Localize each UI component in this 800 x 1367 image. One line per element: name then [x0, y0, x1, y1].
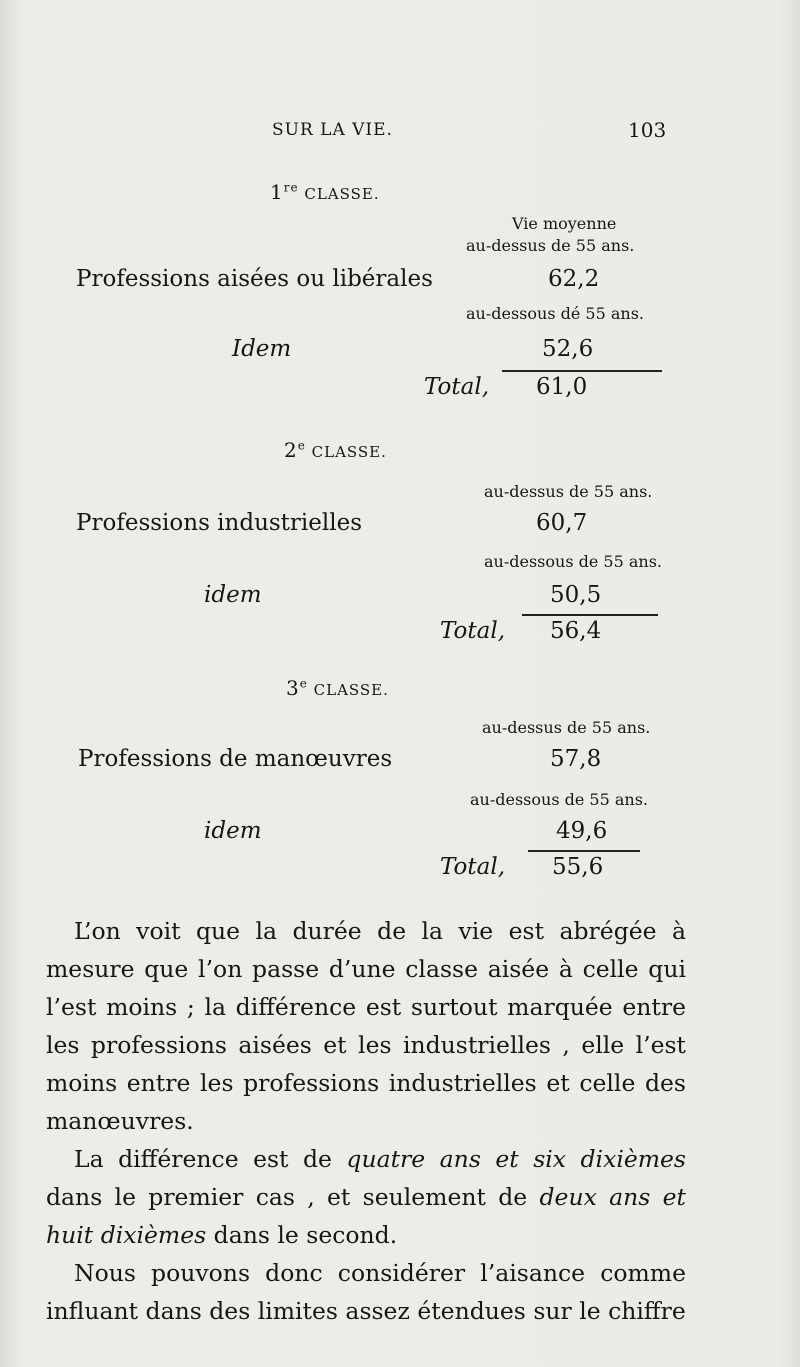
- class-2-heading: [284, 438, 387, 462]
- class-2-idem: idem: [204, 582, 262, 608]
- class-1-total-label: Total,: [424, 374, 490, 400]
- class-3-total-value: 55,6: [552, 854, 604, 880]
- class-1-upper-value: 62,2: [548, 266, 600, 292]
- class-3-heading: [286, 676, 389, 700]
- class-2-upper-value: 60,7: [536, 510, 588, 536]
- class-1-heading: [270, 180, 380, 204]
- page-number: 103: [628, 118, 667, 142]
- class-1-profession: Professions aisées ou libérales: [76, 266, 433, 292]
- class-1-total-value: 61,0: [536, 374, 588, 400]
- class-1-number: 1re: [270, 180, 299, 204]
- class-1-lower-note: au-dessous dé 55 ans.: [466, 304, 644, 323]
- class-3-sum-rule: [528, 850, 640, 852]
- class-3-upper-note: au-dessus de 55 ans.: [482, 718, 651, 737]
- paragraph-3: Nous pouvons donc considérer l’aisance comme influant dans des limites assez étendues sur le chiffre: [46, 1259, 686, 1325]
- paragraph-2: La différence est de quatre ans et six dixièmes dans le premier cas , et seulement de deux ans et huit dixièmes dans le second.: [46, 1145, 686, 1249]
- class-2-total-value: 56,4: [550, 618, 602, 644]
- class-1-lower-value: 52,6: [542, 336, 594, 362]
- class-2-number: 2e: [284, 438, 306, 462]
- class-1-idem: Idem: [232, 336, 292, 362]
- class-1-title: CLASSE.: [304, 185, 380, 203]
- class-2-lower-value: 50,5: [550, 582, 602, 608]
- class-3-total-label: Total,: [440, 854, 506, 880]
- running-header: SUR LA VIE.: [272, 120, 393, 140]
- class-3-lower-value: 49,6: [556, 818, 608, 844]
- class-3-idem: idem: [204, 818, 262, 844]
- class-2-total-label: Total,: [440, 618, 506, 644]
- class-1-note-header: Vie moyenne: [512, 214, 617, 233]
- class-2-lower-note: au-dessous de 55 ans.: [484, 552, 662, 571]
- class-3-upper-value: 57,8: [550, 746, 602, 772]
- class-3-number: 3e: [286, 676, 308, 700]
- class-3-profession: Professions de manœuvres: [78, 746, 393, 772]
- class-2-sum-rule: [522, 614, 658, 616]
- class-1-sum-rule: [502, 370, 662, 372]
- paragraph-1: L’on voit que la durée de la vie est abrégée à mesure que l’on passe d’une classe aisée à celle qui l’est moins ; la différence est surtout marquée entre les professions aisées et les industrielles , elle l’est moins entre les professions industrielles et celle des manœuvres.: [46, 917, 686, 1135]
- class-1-upper-note: au-dessus de 55 ans.: [466, 236, 635, 255]
- class-3-lower-note: au-dessous de 55 ans.: [470, 790, 648, 809]
- class-2-title: CLASSE.: [311, 443, 387, 461]
- class-3-title: CLASSE.: [313, 681, 389, 699]
- class-2-upper-note: au-dessus de 55 ans.: [484, 482, 653, 501]
- class-2-profession: Professions industrielles: [76, 510, 363, 536]
